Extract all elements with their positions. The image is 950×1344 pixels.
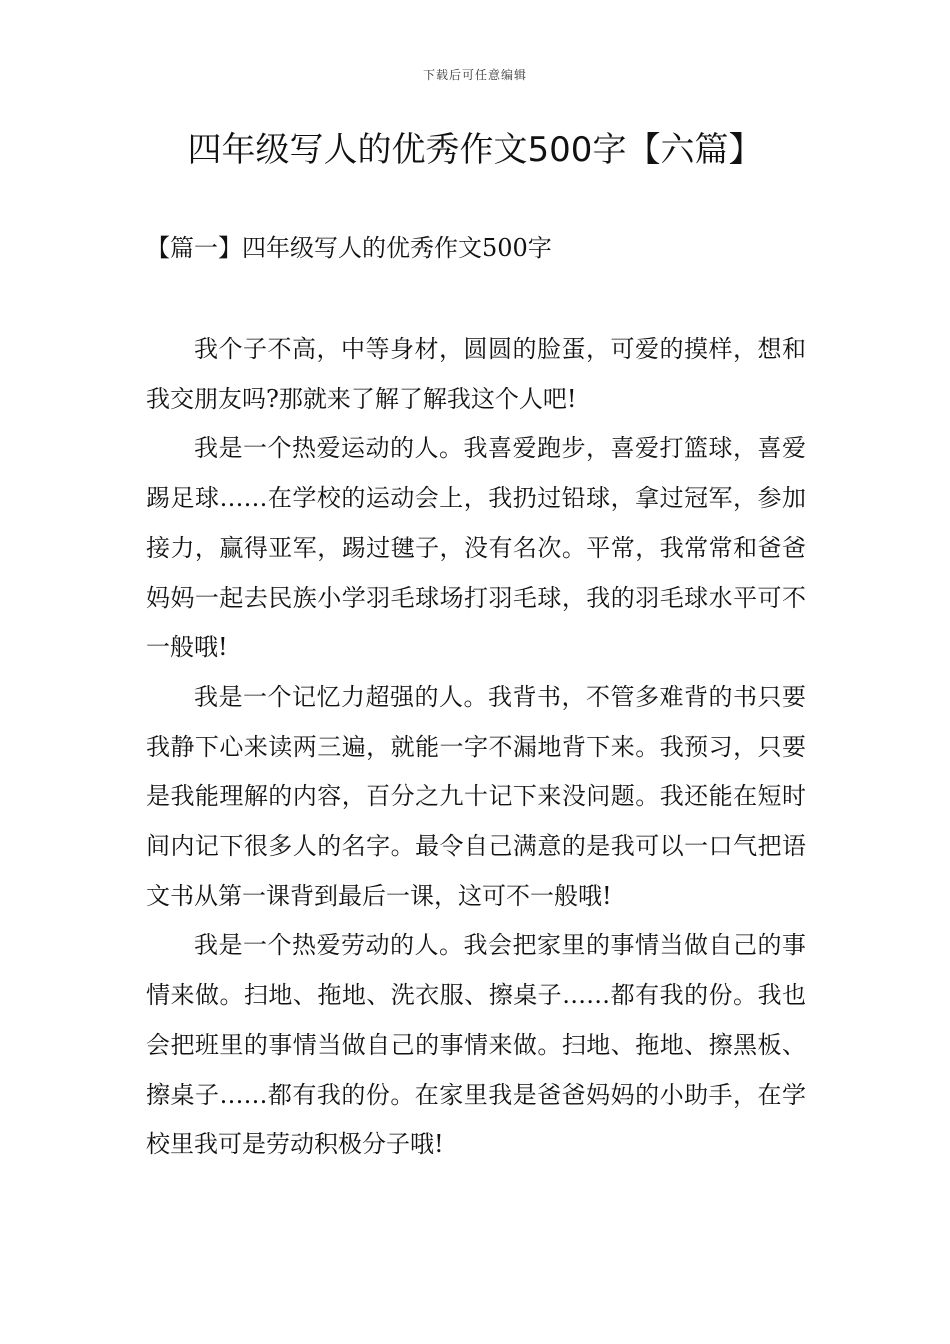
paragraph-3: 我是一个记忆力超强的人。我背书，不管多难背的书只要我静下心来读两三遍，就能一字不漏地背下来。我预习，只要是我能理解的内容，百分之九十记下来没问题。我还能在短时间内记下很多人的名字。最令自己满意的是我可以一口气把语文书从第一课背到最后一课，这可不一般哦!: [146, 682, 806, 910]
paragraph-4: 我是一个热爱劳动的人。我会把家里的事情当做自己的事情来做。扫地、拖地、洗衣服、擦桌子……都有我的份。我也会把班里的事情当做自己的事情来做。扫地、拖地、擦黑板、擦桌子……都有我的份。在家里我是爸爸妈妈的小助手，在学校里我可是劳动积极分子哦!: [146, 931, 806, 1159]
paragraph-1: 我个子不高，中等身材，圆圆的脸蛋，可爱的摸样，想和我交朋友吗?那就来了解了解我这个人吧!: [146, 335, 806, 413]
header-note: 下载后可任意编辑: [422, 68, 527, 82]
paragraph-2: 我是一个热爱运动的人。我喜爱跑步，喜爱打篮球，喜爱踢足球……在学校的运动会上，我扔过铅球，拿过冠军，参加接力，赢得亚军，踢过毽子，没有名次。平常，我常常和爸爸妈妈一起去民族小学羽毛球场打羽毛球，我的羽毛球水平可不一般哦!: [146, 434, 806, 662]
page-title: 四年级写人的优秀作文500字【六篇】: [187, 130, 763, 170]
section-heading: 【篇一】四年级写人的优秀作文500字: [146, 234, 552, 262]
article-body: [146, 325, 806, 1170]
